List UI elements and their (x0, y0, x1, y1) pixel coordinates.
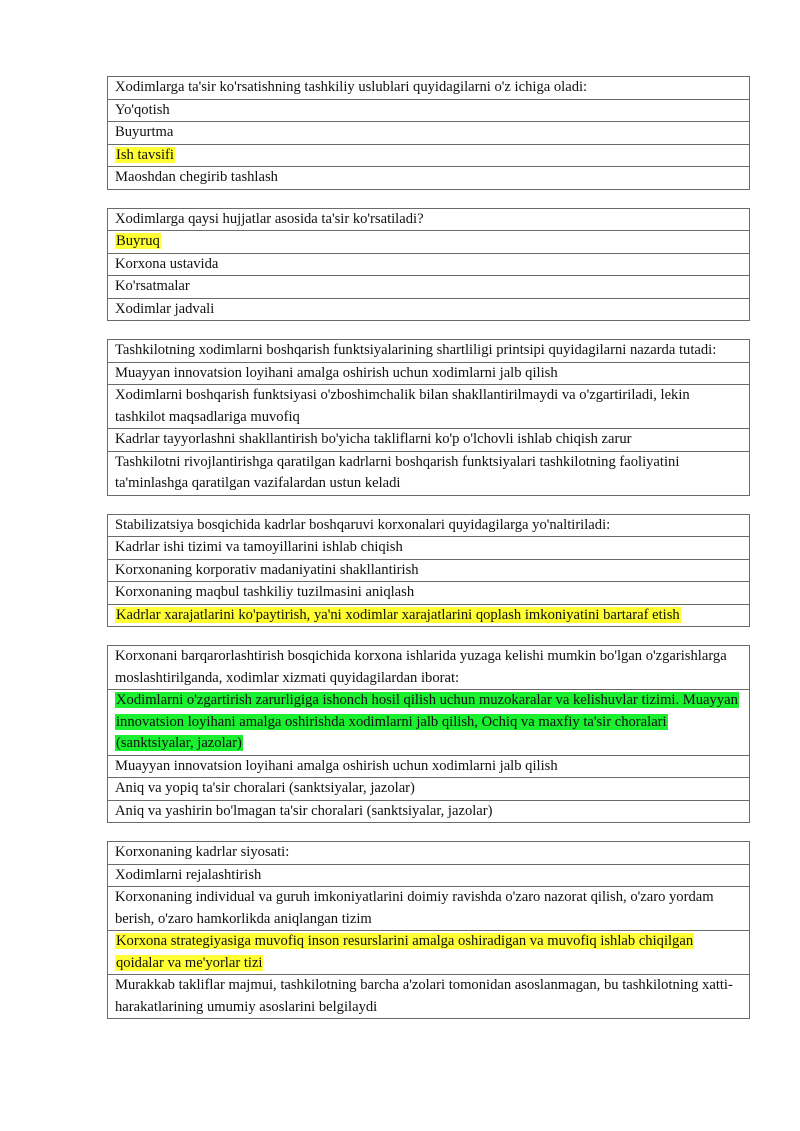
question-text: Korxonani barqarorlashtirish bosqichida korxona ishlarida yuzaga kelishi mumkin bo'lgan o'zgarishlarga moslashtirilganda, xodimlar xizmati quyidagilardan iborat: (108, 646, 750, 690)
answer-option-cell (108, 429, 750, 452)
answer-option-row (108, 887, 750, 931)
document-page (107, 76, 750, 1037)
answer-option-row (108, 582, 750, 605)
answer-option-row (108, 537, 750, 560)
answer-option-cell (108, 144, 750, 167)
question-text: Xodimlarga ta'sir ko'rsatishning tashkiliy uslublari quyidagilarni o'z ichiga oladi: (108, 77, 750, 100)
highlighted-answer-text: Xodimlarni o'zgartirish zarurligiga ishonch hosil qilish uchun muzokaralar va kelishuvlar tizimi. Muayyan innovatsion loyihani amalga oshirishda xodimlarni jalb qilish, Ochiq va maxfiy ta'sir choralari (sanktsiyalar, jazolar) (116, 692, 738, 751)
answer-text: Yo'qotish (115, 101, 170, 118)
answer-option-cell (108, 864, 750, 887)
answer-text: Korxona ustavida (115, 255, 219, 272)
answer-option-row (108, 800, 750, 823)
question-row (108, 842, 750, 865)
question-table (107, 76, 750, 190)
answer-text: Xodimlar jadvali (115, 300, 215, 317)
answer-option-row (108, 604, 750, 627)
answer-option-row (108, 385, 750, 429)
answer-option-row (108, 99, 750, 122)
question-text: Korxonaning kadrlar siyosati: (108, 842, 750, 865)
answer-option-cell (108, 559, 750, 582)
answer-option-cell (108, 582, 750, 605)
answer-text: Xodimlarni rejalashtirish (115, 866, 262, 883)
answer-option-cell (108, 755, 750, 778)
answer-text: Korxonaning individual va guruh imkoniyatlarini doimiy ravishda o'zaro nazorat qilish, o'zaro yordam berish, o'zaro hamkorlikda aniqlangan tizim (115, 889, 714, 927)
answer-text: Kadrlar tayyorlashni shakllantirish bo'yicha takliflarni ko'p o'lchovli ishlab chiqish zarur (115, 431, 632, 447)
question-table (107, 208, 750, 322)
question-row (108, 646, 750, 690)
answer-text: Korxonaning maqbul tashkiliy tuzilmasini aniqlash (115, 584, 415, 600)
answer-option-row (108, 122, 750, 145)
answer-text: Buyurtma (115, 124, 174, 140)
question-text: Xodimlarga qaysi hujjatlar asosida ta'sir ko'rsatiladi? (108, 208, 750, 231)
question-table (107, 645, 750, 823)
answer-option-cell (108, 298, 750, 321)
answer-option-row (108, 931, 750, 975)
answer-text: Muayyan innovatsion loyihani amalga oshirish uchun xodimlarni jalb qilish (115, 364, 558, 381)
answer-option-cell (108, 690, 750, 756)
question-row (108, 514, 750, 537)
answer-option-cell (108, 800, 750, 823)
answer-option-row (108, 167, 750, 190)
highlighted-answer-text: Buyruq (116, 233, 160, 249)
answer-option-cell (108, 253, 750, 276)
answer-option-cell (108, 778, 750, 801)
answer-option-row (108, 778, 750, 801)
question-row (108, 208, 750, 231)
answer-option-cell (108, 122, 750, 145)
answer-option-cell (108, 385, 750, 429)
answer-text: Korxonaning korporativ madaniyatini shakllantirish (115, 561, 419, 578)
answer-text: Tashkilotni rivojlantirishga qaratilgan kadrlarni boshqarish funktsiyalari tashkilotning faoliyatini ta'minlashga qaratilgan vazifalardan ustun keladi (115, 453, 680, 491)
answer-option-row (108, 231, 750, 254)
highlighted-answer-text: Korxona strategiyasiga muvofiq inson resurslarini amalga oshiradigan va muvofiq ishlab chiqilgan qoidalar va me'yorlar tizi (116, 933, 694, 971)
answer-option-cell (108, 931, 750, 975)
answer-option-row (108, 298, 750, 321)
answer-option-row (108, 253, 750, 276)
answer-option-row (108, 975, 750, 1019)
highlighted-answer-text: Ish tavsifi (116, 146, 174, 163)
question-table (107, 841, 750, 1019)
answer-option-cell (108, 887, 750, 931)
answer-text: Xodimlarni boshqarish funktsiyasi o'zboshimchalik bilan shakllantirilmaydi va o'zgartiriladi, lekin tashkilot maqsadlariga muvofiq (115, 387, 690, 425)
answer-text: Muayyan innovatsion loyihani amalga oshirish uchun xodimlarni jalb qilish (115, 757, 558, 774)
answer-option-cell (108, 231, 750, 254)
question-table (107, 514, 750, 628)
question-row (108, 77, 750, 100)
answer-option-row (108, 451, 750, 495)
answer-option-row (108, 559, 750, 582)
answer-text: Ko'rsatmalar (115, 278, 190, 294)
answer-option-row (108, 864, 750, 887)
answer-option-row (108, 429, 750, 452)
answer-option-cell (108, 451, 750, 495)
answer-text: Maoshdan chegirib tashlash (115, 169, 278, 185)
answer-option-row (108, 362, 750, 385)
answer-option-row (108, 144, 750, 167)
answer-option-cell (108, 537, 750, 560)
answer-option-row (108, 276, 750, 299)
question-table (107, 339, 750, 496)
answer-option-row (108, 755, 750, 778)
answer-option-row (108, 690, 750, 756)
answer-option-cell (108, 99, 750, 122)
question-text: Tashkilotning xodimlarni boshqarish funktsiyalarining shartliligi printsipi quyidagilarni nazarda tutadi: (108, 340, 750, 363)
answer-text: Murakkab takliflar majmui, tashkilotning barcha a'zolari tomonidan asoslanmagan, bu tashkilotning xatti-harakatlarining umumiy asoslarini belgilaydi (115, 977, 733, 1015)
question-text: Stabilizatsiya bosqichida kadrlar boshqaruvi korxonalari quyidagilarga yo'naltiriladi: (108, 514, 750, 537)
question-row (108, 340, 750, 363)
highlighted-answer-text: Kadrlar xarajatlarini ko'paytirish, ya'ni xodimlar xarajatlarini qoplash imkoniyatini bartaraf etish (116, 606, 680, 623)
answer-option-cell (108, 167, 750, 190)
answer-text: Kadrlar ishi tizimi va tamoyillarini ishlab chiqish (115, 539, 403, 555)
answer-text: Aniq va yopiq ta'sir choralari (sanktsiyalar, jazolar) (115, 780, 415, 796)
answer-option-cell (108, 362, 750, 385)
answer-option-cell (108, 604, 750, 627)
answer-option-cell (108, 975, 750, 1019)
answer-option-cell (108, 276, 750, 299)
answer-text: Aniq va yashirin bo'lmagan ta'sir choralari (sanktsiyalar, jazolar) (115, 802, 493, 819)
